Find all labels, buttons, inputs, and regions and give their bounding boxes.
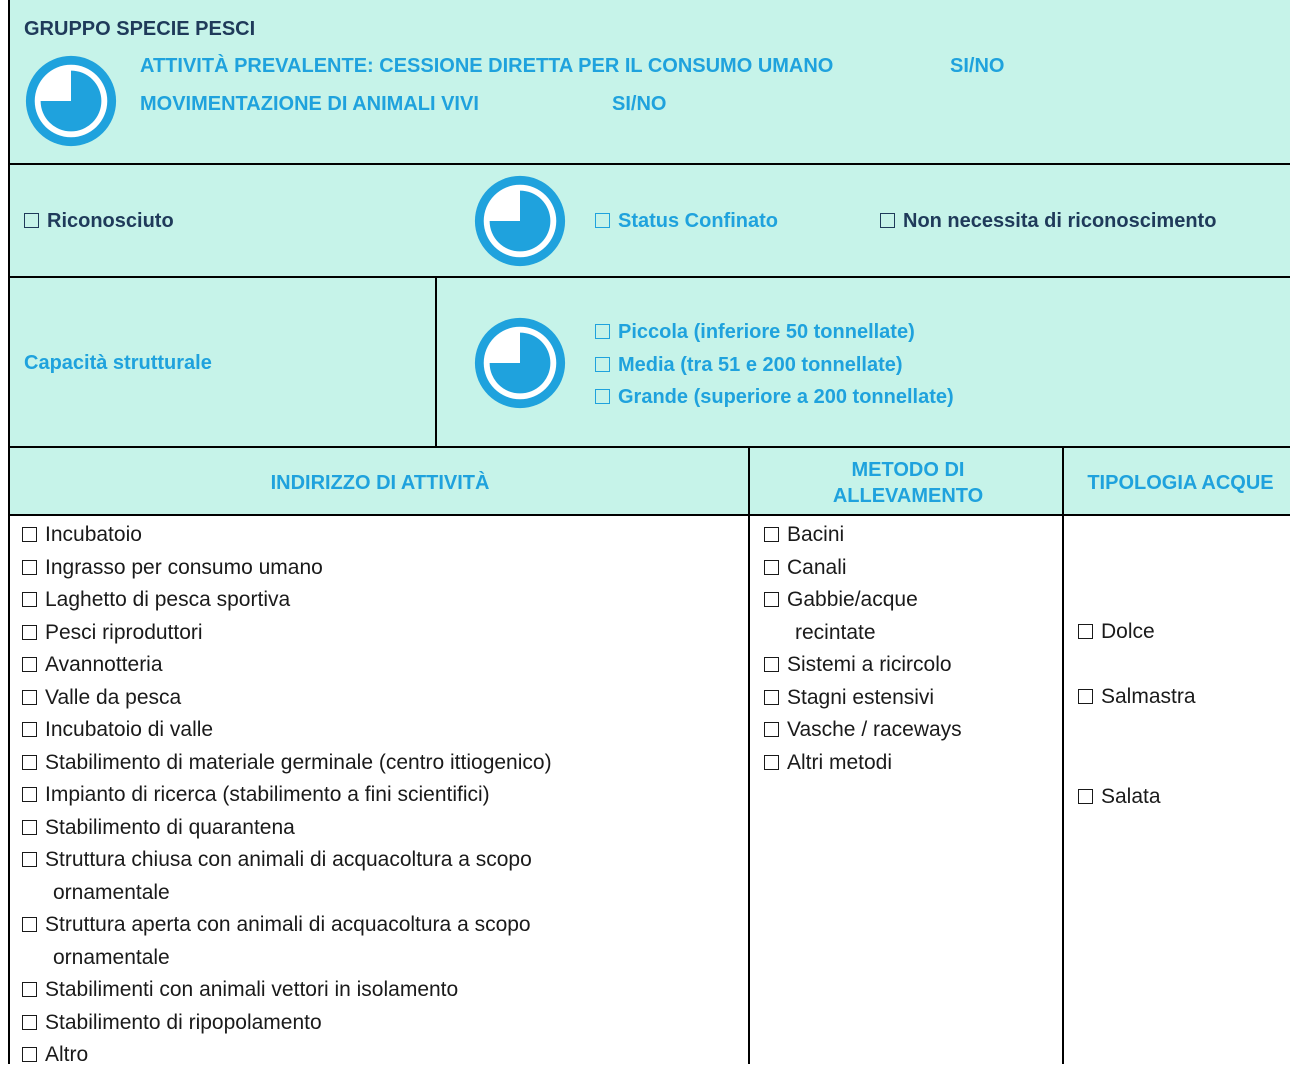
list-item[interactable]: Stabilimento di ripopolamento xyxy=(22,1007,552,1040)
checkbox-icon[interactable] xyxy=(595,324,610,339)
list-item[interactable]: Impianto di ricerca (stabilimento a fini scientifici) xyxy=(22,779,552,812)
checkbox-icon[interactable] xyxy=(22,982,37,997)
pie-clock-icon xyxy=(22,52,120,155)
list-item[interactable]: Incubatoio di valle xyxy=(22,714,552,747)
list-item[interactable]: Struttura chiusa con animali di acquacoltura a scopo xyxy=(22,844,552,877)
list-item[interactable]: Avannotteria xyxy=(22,649,552,682)
checkbox-icon[interactable] xyxy=(595,389,610,404)
status-no-recognition-checkbox[interactable]: Non necessita di riconoscimento xyxy=(880,210,1216,233)
pie-clock-icon xyxy=(471,172,569,275)
prevalent-activity-label: ATTIVITÀ PREVALENTE: CESSIONE DIRETTA PER IL CONSUMO UMANO xyxy=(140,55,834,77)
list-item[interactable]: Bacini xyxy=(764,519,962,552)
list-item[interactable]: Altro xyxy=(22,1039,552,1072)
status-confined-checkbox[interactable]: Status Confinato xyxy=(595,210,778,233)
group-title: GRUPPO SPECIE PESCI xyxy=(24,18,256,40)
checkbox-icon[interactable] xyxy=(22,1047,37,1062)
live-animals-label: MOVIMENTAZIONE DI ANIMALI VIVI xyxy=(140,93,479,115)
checkbox-icon[interactable] xyxy=(880,213,895,228)
activity-list xyxy=(22,519,552,1072)
list-item[interactable]: Laghetto di pesca sportiva xyxy=(22,584,552,617)
list-item[interactable]: Stabilimento di quarantena xyxy=(22,812,552,845)
list-item[interactable]: Pesci riproduttori xyxy=(22,617,552,650)
checkbox-icon[interactable] xyxy=(22,917,37,932)
column-divider xyxy=(748,448,750,1064)
checkbox-icon[interactable] xyxy=(22,560,37,575)
live-animals-yesno[interactable]: SI/NO xyxy=(612,93,667,115)
checkbox-icon[interactable] xyxy=(764,592,779,607)
list-item[interactable]: Valle da pesca xyxy=(22,682,552,715)
checkbox-icon[interactable] xyxy=(764,690,779,705)
checkbox-icon[interactable] xyxy=(24,213,39,228)
checkbox-icon[interactable] xyxy=(1078,624,1093,639)
list-item[interactable]: Sistemi a ricircolo xyxy=(764,649,962,682)
list-item[interactable]: Struttura aperta con animali di acquacoltura a scopo xyxy=(22,909,552,942)
checkbox-icon[interactable] xyxy=(595,357,610,372)
capacity-large-checkbox[interactable]: Grande (superiore a 200 tonnellate) xyxy=(595,381,954,414)
capacity-label: Capacità strutturale xyxy=(24,352,212,374)
checkbox-icon[interactable] xyxy=(22,787,37,802)
col-method-header: METODO DI ALLEVAMENTO xyxy=(832,459,984,507)
checkbox-icon[interactable] xyxy=(22,755,37,770)
checkbox-icon[interactable] xyxy=(22,690,37,705)
list-item[interactable]: Gabbie/acque xyxy=(764,584,962,617)
checkbox-icon[interactable] xyxy=(22,1015,37,1030)
table-left-border xyxy=(8,516,10,1064)
list-item[interactable]: Stabilimento di materiale germinale (centro ittiogenico) xyxy=(22,747,552,780)
capacity-medium-checkbox[interactable]: Media (tra 51 e 200 tonnellate) xyxy=(595,349,954,382)
table-header xyxy=(8,448,1290,516)
capacity-label-cell xyxy=(10,278,437,446)
checkbox-icon[interactable] xyxy=(22,527,37,542)
list-item[interactable]: Altri metodi xyxy=(764,747,962,780)
water-dolce-checkbox[interactable]: Dolce xyxy=(1078,616,1155,649)
capacity-row xyxy=(8,278,1290,448)
checkbox-icon[interactable] xyxy=(22,657,37,672)
checkbox-icon[interactable] xyxy=(22,592,37,607)
checkbox-icon[interactable] xyxy=(22,852,37,867)
water-salata-checkbox[interactable]: Salata xyxy=(1078,781,1161,814)
checkbox-icon[interactable] xyxy=(22,820,37,835)
checkbox-icon[interactable] xyxy=(764,657,779,672)
checkbox-icon[interactable] xyxy=(764,755,779,770)
water-salmastra-checkbox[interactable]: Salmastra xyxy=(1078,681,1196,714)
checkbox-icon[interactable] xyxy=(22,625,37,640)
method-list xyxy=(764,519,962,779)
list-item-continuation: recintate xyxy=(795,620,876,644)
list-item[interactable]: Canali xyxy=(764,552,962,585)
checkbox-icon[interactable] xyxy=(1078,789,1093,804)
prevalent-activity-yesno[interactable]: SI/NO xyxy=(950,55,1005,77)
checkbox-icon[interactable] xyxy=(764,722,779,737)
column-divider xyxy=(1062,448,1064,1064)
list-item[interactable]: Incubatoio xyxy=(22,519,552,552)
capacity-options xyxy=(595,316,954,414)
status-row xyxy=(8,165,1290,278)
list-item[interactable]: Ingrasso per consumo umano xyxy=(22,552,552,585)
col-activity-header: INDIRIZZO DI ATTIVITÀ xyxy=(270,472,490,494)
species-group-header xyxy=(8,0,1290,165)
list-item-continuation: ornamentale xyxy=(53,880,170,904)
list-item[interactable]: Vasche / raceways xyxy=(764,714,962,747)
checkbox-icon[interactable] xyxy=(595,213,610,228)
list-item[interactable]: Stagni estensivi xyxy=(764,682,962,715)
checkbox-icon[interactable] xyxy=(764,560,779,575)
checkbox-icon[interactable] xyxy=(764,527,779,542)
checkbox-icon[interactable] xyxy=(1078,689,1093,704)
list-item-continuation: ornamentale xyxy=(53,945,170,969)
col-water-header: TIPOLOGIA ACQUE xyxy=(1087,472,1274,494)
checkbox-icon[interactable] xyxy=(22,722,37,737)
list-item[interactable]: Stabilimenti con animali vettori in isolamento xyxy=(22,974,552,1007)
capacity-small-checkbox[interactable]: Piccola (inferiore 50 tonnellate) xyxy=(595,316,954,349)
pie-clock-icon xyxy=(471,314,569,417)
status-recognized-checkbox[interactable]: Riconosciuto xyxy=(24,210,174,233)
